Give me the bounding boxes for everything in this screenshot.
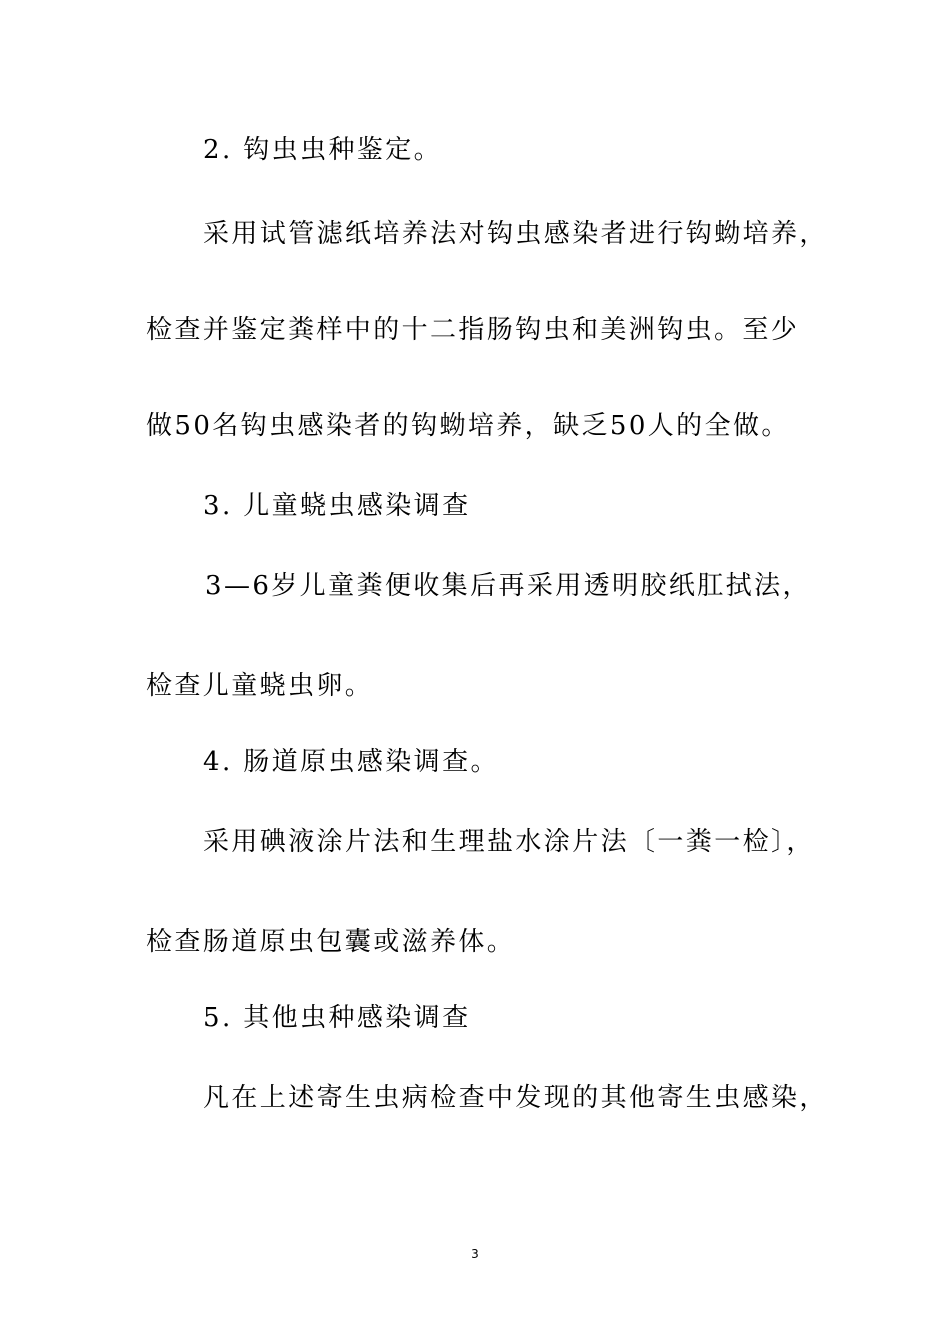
section-heading-hookworm-species: 2. 钩虫虫种鉴定。 — [203, 135, 443, 165]
paragraph-line: 采用试管滤纸培养法对钩虫感染者进行钩蚴培养， — [203, 219, 828, 249]
paragraph-line: 检查儿童蛲虫卵。 — [146, 671, 374, 701]
paragraph-line: 3—6岁儿童粪便收集后再采用透明胶纸肛拭法， — [205, 571, 811, 601]
page-number: 3 — [471, 1247, 479, 1261]
paragraph-line: 采用碘液涂片法和生理盐水涂片法〔一粪一检〕， — [203, 827, 815, 857]
paragraph-line: 凡在上述寄生虫病检查中发现的其他寄生虫感染， — [203, 1083, 828, 1113]
section-heading-intestinal-protozoa: 4. 肠道原虫感染调查。 — [203, 747, 499, 777]
section-heading-pinworm: 3. 儿童蛲虫感染调查 — [203, 491, 471, 521]
paragraph-line: 做50名钩虫感染者的钩蚴培养，缺乏50人的全做。 — [146, 411, 790, 441]
paragraph-line: 检查肠道原虫包囊或滋养体。 — [146, 927, 516, 957]
section-heading-other-species: 5. 其他虫种感染调查 — [203, 1003, 471, 1033]
paragraph-line: 检查并鉴定粪样中的十二指肠钩虫和美洲钩虫。至少 — [146, 315, 800, 345]
